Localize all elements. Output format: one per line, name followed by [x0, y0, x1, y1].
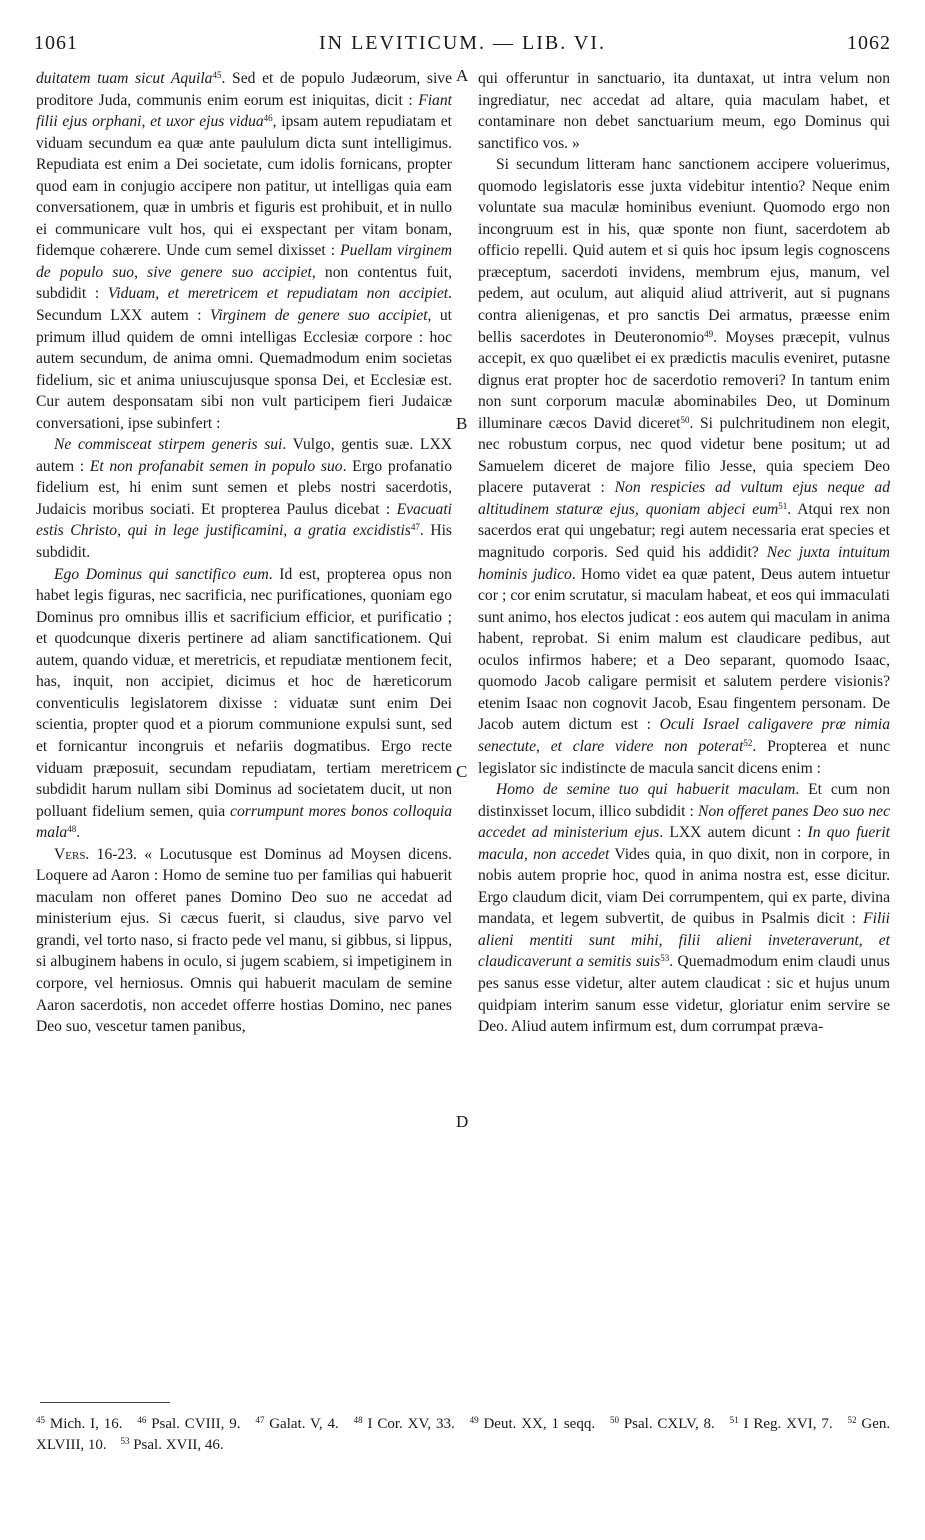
footnote-number: 46	[137, 1415, 147, 1425]
page-number-left: 1061	[34, 32, 78, 54]
text-run: . Sed et de populo Judæorum, sive proditore Juda, communis enim eorum est iniquitas, dicit :	[36, 70, 452, 109]
footnote	[255, 1416, 338, 1432]
footnote-ref: 48	[67, 824, 77, 835]
paragraph	[36, 434, 452, 563]
footnote-ref: 45	[212, 70, 222, 80]
italic-text: corrumpunt mores bonos colloquia mala	[36, 802, 452, 842]
text-run: Vides quia, in quo dixit, non in corpore, in nobis autem proprie hoc, quod in anima nostra est, esse dicitur. Ergo claudum dicit, viam Dei corrumpentem, qui ex parte, divina mandata, et legem subvertit, de quibus in Psalmis dicit :	[478, 845, 890, 928]
right-column	[478, 68, 890, 1038]
text-run: 16-23. « Locutusque est Dominus ad Moysen dicens. Loquere ad Aaron : Homo de semine tuo per familias qui habuerit maculam non offeret panes Domino Deo suo ne accedat ad ministerium ejus. Si cæcus fuerit, si claudus, sive parvo vel grandi, vel torto naso, si fracto pede vel manu, si gibbus, si lippus, si albuginem habens in oculo, si jugem scabiem, si impetiginem in corpore, vel herniosus. Omnis qui habuerit maculam de semine Aaron sacerdotis, non accedet offerre hostias Domino, nec panes Deo suo, vescetur tamen panibus,	[36, 845, 452, 1036]
footnote-text: Deut. XX, 1 seqq.	[483, 1416, 596, 1432]
italic-text: Homo de semine tuo qui habuerit maculam	[496, 781, 796, 799]
margin-marker-a: A	[456, 66, 469, 85]
text-run: .	[76, 824, 81, 842]
footnote	[36, 1416, 122, 1432]
text-run: . LXX autem dicunt :	[659, 824, 808, 842]
italic-text: Non offeret panes Deo suo nec accedet ad ministerium ejus	[478, 802, 890, 842]
footnote-ref: 49	[704, 328, 714, 339]
italic-text: Fiant filii ejus orphani, et uxor ejus vidua	[36, 91, 452, 131]
verse-label: Vers.	[54, 845, 90, 863]
footnote	[470, 1416, 596, 1432]
footnote-text: Galat. V, 4.	[269, 1416, 339, 1432]
footnote-number: 49	[469, 1415, 479, 1425]
paragraph	[478, 154, 890, 779]
footnote-text: Mich. I, 16.	[49, 1416, 123, 1432]
text-run: . Moyses præcepit, vulnus accepit, ex quo quælibet ei ex prædictis maculis eveniret, putasne dignus erat propter hoc de sacerdotio removeri? In tantum enim non sunt corporum maculæ abominabiles Deo, ut Dominum illuminare cæcos David diceret	[478, 328, 891, 432]
paragraph	[36, 68, 452, 434]
text-run: . Atqui rex non sacerdos erat qui ungebatur; regi autem necessaria erat species et magnitudo corporis. Sed quid his addidit?	[478, 500, 890, 562]
footnote-number: 51	[729, 1415, 739, 1425]
footnote-number: 47	[255, 1415, 265, 1425]
text-run: . Quemadmodum enim claudi unus pes sanus esse videtur, alter autem claudicat : sic et hujus unum quidpiam interim sanum esse videtur, gloriatur enim servire se Deo. Aliud autem infirmum est, dum corrumpat præva-	[478, 953, 890, 1036]
italic-text: Non respicies ad vultum ejus neque ad altitudinem staturæ ejus, quoniam abjeci eum	[478, 479, 890, 518]
footnote-ref: 47	[410, 522, 420, 533]
running-title: IN LEVITICUM. — LIB. VI.	[318, 32, 607, 54]
text-run: , non contentus fuit, subdidit :	[36, 263, 452, 303]
left-column	[36, 68, 452, 1038]
paragraph	[478, 779, 890, 1038]
text-run: . Secundum LXX autem :	[36, 285, 452, 325]
footnote	[610, 1416, 715, 1432]
text-run: qui offeruntur in sanctuario, ita duntaxat, ut intra velum non ingrediatur, nec accedat ad altare, quia maculam habet, et contaminare non debet sanctuarium meum, ego Dominus qui sanctifico vos. »	[478, 70, 890, 152]
text-run: . His subdidit.	[36, 522, 452, 562]
text-run: . Propterea et nunc legislator sic indistincte de macula sancit dicens enim :	[478, 737, 890, 777]
margin-marker-c: C	[456, 762, 468, 781]
italic-text: Ne commisceat stirpem generis sui	[54, 436, 283, 454]
footnote-rule	[40, 1402, 170, 1403]
page-header	[30, 32, 895, 60]
text-run: . Vulgo, gentis suæ. LXX autem :	[36, 436, 452, 475]
paragraph	[36, 844, 452, 1038]
footnote-text: I Reg. XVI, 7.	[743, 1416, 833, 1432]
text-run: . Et cum non distinxisset locum, illico subdidit :	[478, 781, 890, 820]
italic-text: Evacuati estis Christo, qui in lege justificamini, a gratia excidistis	[36, 500, 452, 540]
italic-text: duitatem tuam sicut Aquila	[36, 70, 213, 87]
text-run: . Si pulchritudinem non elegit, nec robustum corpus, nec quod videtur bene positum; ut ad Samuelem diceret de majore filio Jesse, quia speciem Deo placere putaverat :	[478, 414, 890, 497]
italic-text: Nec juxta intuitum hominis judico	[478, 544, 890, 583]
text-run: Si secundum litteram hanc sanctionem accipere voluerimus, quomodo legislatoris esse juxta videbitur intentio? Neque enim voluntate sua maculæ hominibus eveniunt. Quomodo ergo non incongruum est in his, quæ sponte non fiunt, sacerdotem ab officio repelli. Quid autem et si quis hoc ipsum legis cognoscens præceptum, sacerdoti invidens, membrum ejus, manum, vel pedem, aut oculum, aut aliquid aliud attriverit, aut si pugnans contra alienigenas, et pro sanctis Dei armatus, præesse enim bellis sacerdotes in Deuteronomio	[478, 156, 890, 346]
footnote-number: 52	[847, 1415, 857, 1425]
footnote-ref: 52	[743, 737, 753, 748]
italic-text: Puellam virginem de populo suo, sive genere suo accipiet	[36, 242, 453, 281]
footnote	[120, 1437, 223, 1453]
margin-marker-d: D	[456, 1112, 469, 1131]
paragraph	[36, 564, 452, 844]
italic-text: Virginem de genere suo accipiet	[209, 307, 428, 325]
footnote-text: Psal. CVIII, 9.	[151, 1416, 241, 1432]
footnote	[137, 1416, 240, 1432]
footnote-text: Psal. XVII, 46.	[133, 1437, 224, 1453]
margin-marker-b: B	[456, 414, 468, 433]
italic-text: Et non profanabit semen in populo suo	[89, 457, 343, 475]
footnote-text: I Cor. XV, 33.	[367, 1416, 455, 1432]
paragraph	[478, 68, 890, 154]
page-number-right: 1062	[847, 32, 891, 54]
text-run: . Ergo profanatio fidelium est, hi enim sunt semen et plebs nostri sacerdotis, Judaicis moribus sociati. Et propterea Paulus dicebat :	[36, 457, 452, 518]
footnote	[730, 1416, 833, 1432]
footnote-number: 53	[120, 1436, 130, 1446]
italic-text: In quo fuerit macula, non accedet	[478, 824, 890, 863]
footnote-ref: 50	[680, 414, 690, 425]
footnotes	[36, 1414, 890, 1456]
footnote-number: 48	[353, 1415, 363, 1425]
footnote-ref: 46	[263, 113, 273, 124]
text-run: . Id est, propterea opus non habet legis figuras, nec sacrificia, nec purificationes, quoniam ego Dominus pro omnibus illis et sacrificium efficior, et purificatio ; et quodcunque dixeris pertinere ad aliam sanctificationem. Qui autem, quando viduæ, et meretricis, et repudiatæ mentionem fecit, has, inquit, non accipiet, dicimus et hoc de hæreticorum conventiculis legislatorem dixisse : viduatæ sunt enim Dei scientia, propter quod et a piorum communione expulsi sunt, sed et fornicantur incongruis et nefariis dogmatibus. Ergo recte viduam præposuit, secundam repudiatam, tertiam meretricem subdidit harum nullam sibi Dominus ad societatem ducit, ut non polluant fidelium semen, quia	[36, 565, 452, 820]
italic-text: Oculi Israel caligavere præ nimia senectute, et clare videre non poterat	[478, 716, 890, 755]
footnote-ref: 51	[778, 500, 788, 511]
italic-text: Ego Dominus qui sanctifico eum	[54, 565, 269, 583]
footnote-text: Psal. CXLV, 8.	[623, 1416, 715, 1432]
text-run: . Homo videt ea quæ patent, Deus autem intuetur cor ; cor enim scrutatur, si maculam habeat, et eos qui immaculati sunt animo, hos electos judicat : eos autem qui maculam in anima habent, reprobat. Si enim malum est claudicare pedibus, aut oculos infirmos habere; et a Deo separant, quomodo Isaac, quomodo Jacob caligare permisit et salutem perdere visionis? etenim Isaac non cognovit Jacob, Esau fingentem personam. De Jacob autem dictum est :	[478, 565, 890, 734]
text-run: , ut primum illud quidem de omni intelligas Ecclesiæ corpore : hoc autem secundum, de anima omni. Quemadmodum enim societas fidelium, sic et anima uniuscujusque sponsa Dei, et Ecclesiæ est. Cur autem desponsatam sibi non vult participem fieri Judaicæ conversationi, ipse subinfert :	[36, 307, 452, 432]
footnote-number: 45	[36, 1415, 45, 1425]
footnote-number: 50	[609, 1415, 619, 1425]
italic-text: Viduam, et meretricem et repudiatam non accipiet	[107, 285, 449, 303]
italic-text: Filii alieni mentiti sunt mihi, filii alieni inveteraverunt, et claudicaverunt a semitis suis	[478, 910, 890, 971]
text-run: , ipsam autem repudiatam et viduam secundum ea quæ ante paululum dicta sunt intelligimus. Repudiata est enim a Dei societate, cum idolis fornicans, propter quod eam in conjugio accipere non patitur, ut intelligas quia eam conversationem, quæ in umbris et figuris est prohibuit, et in nullo ei communicare vult hos, qui ei exspectant per vitam bonam, fidemque cohærere. Unde cum semel dixisset :	[36, 113, 452, 260]
footnote-text: Gen. XLVIII, 10.	[36, 1416, 891, 1453]
footnote-ref: 53	[660, 953, 670, 964]
footnote	[354, 1416, 455, 1432]
